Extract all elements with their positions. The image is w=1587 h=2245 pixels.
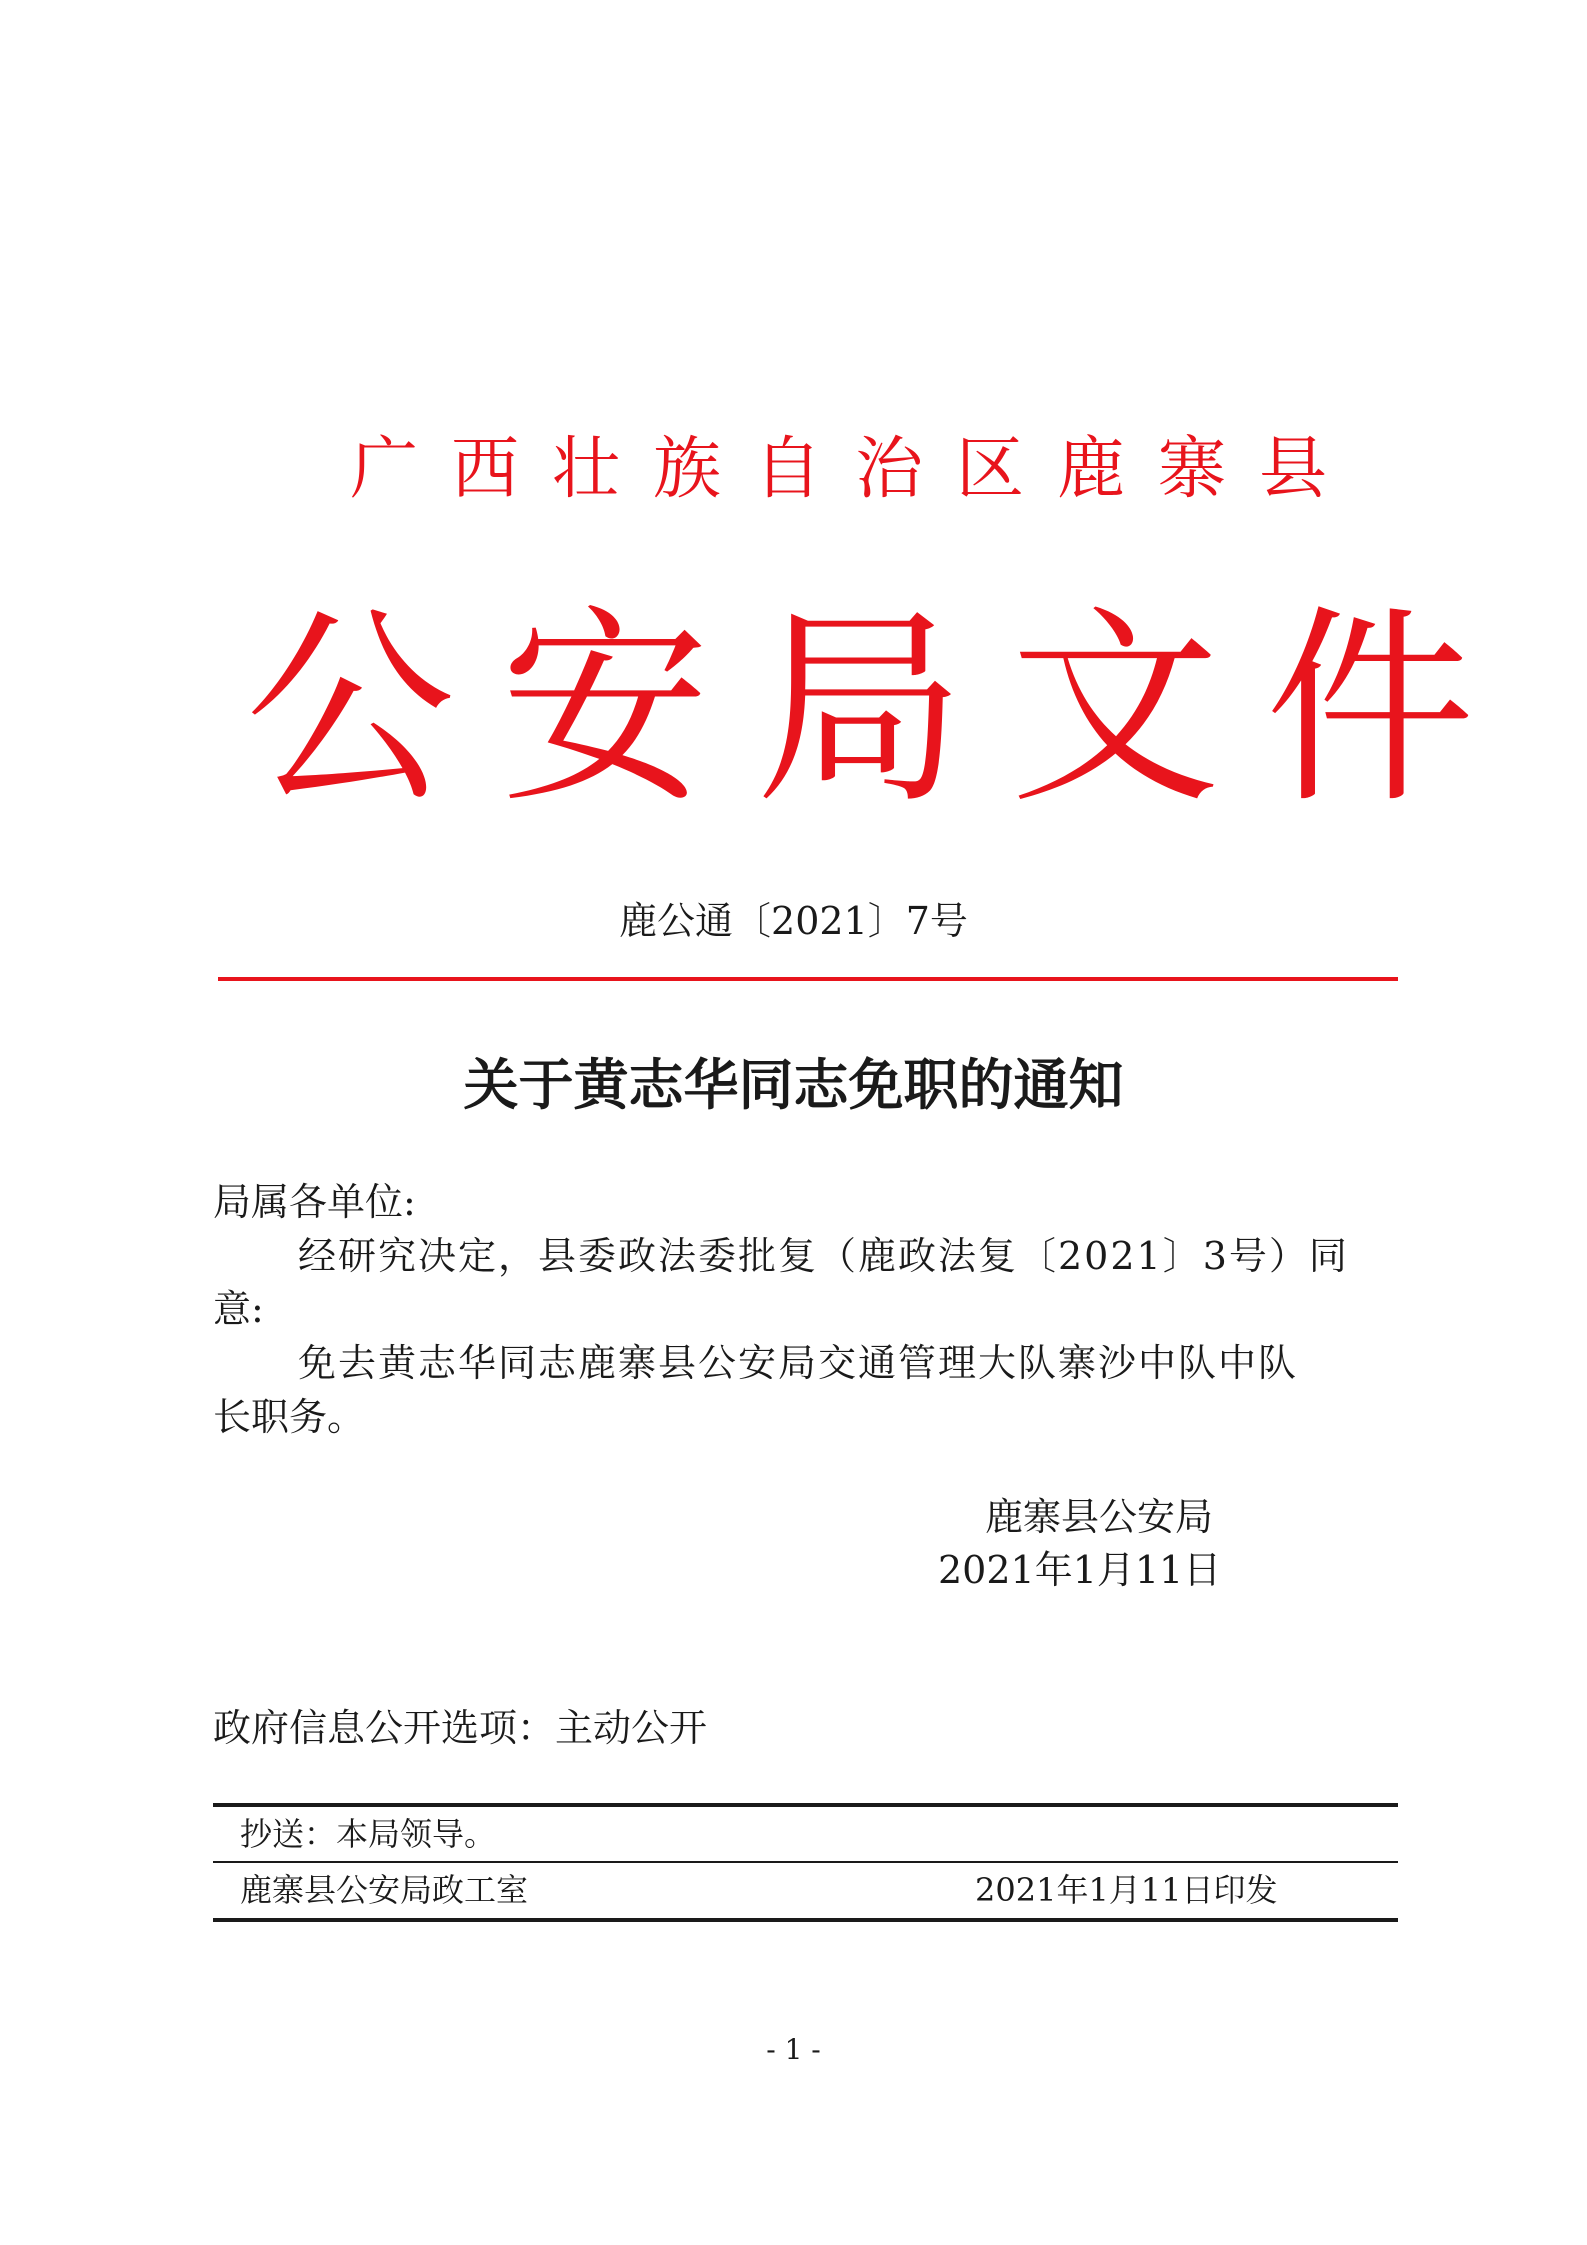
salutation: 局属各单位: bbox=[213, 1180, 416, 1224]
issuing-authority-line: 广西壮族自治区鹿寨县 bbox=[350, 430, 1361, 509]
footer-rule-bottom bbox=[213, 1918, 1398, 1922]
paragraph-2-line-2: 长职务。 bbox=[213, 1395, 366, 1439]
page-number: - 1 - bbox=[766, 2033, 821, 2066]
issue-date: 2021年1月11日印发 bbox=[975, 1871, 1278, 1909]
red-separator-line bbox=[218, 977, 1398, 981]
signer-name: 鹿寨县公安局 bbox=[985, 1495, 1214, 1539]
disclosure-option: 政府信息公开选项：主动公开 bbox=[213, 1706, 708, 1750]
signature-date: 2021年1月11日 bbox=[938, 1548, 1222, 1592]
document-number: 鹿公通〔2021〕7号 bbox=[619, 899, 968, 943]
footer-rule-middle bbox=[213, 1861, 1398, 1863]
document-title: 公安局文件 bbox=[245, 587, 1521, 832]
paragraph-1-line-2: 意: bbox=[213, 1287, 264, 1331]
paragraph-1-line-1: 经研究决定，县委政法委批复（鹿政法复〔2021〕3号）同 bbox=[298, 1234, 1349, 1278]
cc-line: 抄送：本局领导。 bbox=[240, 1815, 497, 1853]
notice-subject: 关于黄志华同志免职的通知 bbox=[463, 1052, 1124, 1117]
issuing-office: 鹿寨县公安局政工室 bbox=[240, 1871, 529, 1909]
paragraph-2-line-1: 免去黄志华同志鹿寨县公安局交通管理大队寨沙中队中队 bbox=[298, 1341, 1299, 1385]
footer-rule-top bbox=[213, 1803, 1398, 1807]
